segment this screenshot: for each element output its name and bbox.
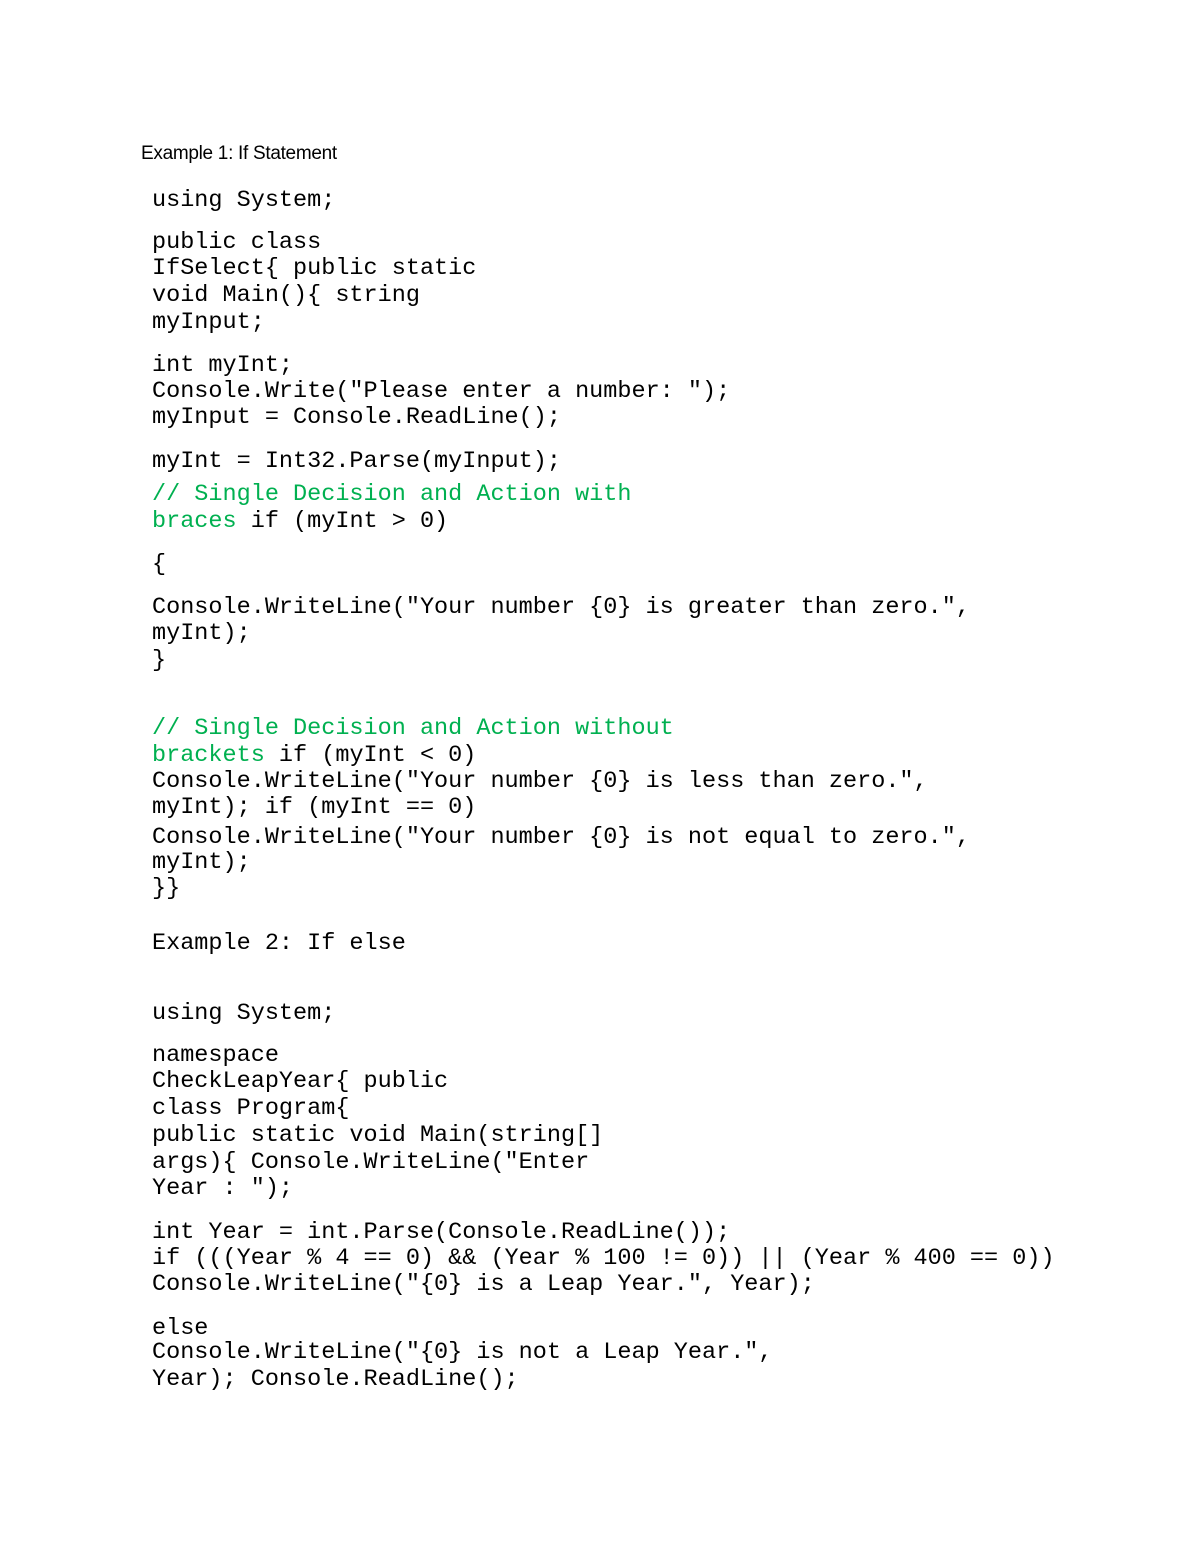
code-line: Console.Write("Please enter a number: "); — [152, 378, 731, 405]
code-line: class Program{ — [152, 1095, 350, 1122]
code-comment-fragment: braces — [152, 508, 237, 535]
code-line: public class — [152, 229, 322, 256]
code-line: { — [152, 551, 167, 578]
code-line: CheckLeapYear{ public — [152, 1068, 449, 1095]
code-fragment: if (myInt > 0) — [236, 508, 449, 535]
code-line: using System; — [152, 1000, 336, 1027]
code-line: args){ Console.WriteLine("Enter — [152, 1149, 590, 1176]
code-line: int Year = int.Parse(Console.ReadLine()); — [152, 1219, 731, 1246]
code-comment-line: // Single Decision and Action with — [152, 481, 632, 508]
code-line: using System; — [152, 187, 336, 214]
code-line: void Main(){ string — [152, 282, 420, 309]
code-line: myInt = Int32.Parse(myInput); — [152, 448, 561, 475]
code-line: Console.WriteLine("Your number {0} is less than zero.", — [152, 768, 928, 795]
code-line: Console.WriteLine("Your number {0} is greater than zero.", — [152, 594, 970, 621]
code-line: namespace — [152, 1042, 279, 1069]
code-comment-fragment: brackets — [152, 742, 265, 769]
code-line: } — [152, 647, 167, 674]
code-line: }} — [152, 875, 181, 902]
code-fragment: if (myInt < 0) — [264, 742, 477, 769]
code-line: int myInt; — [152, 352, 294, 379]
code-line: myInt); — [152, 849, 251, 876]
code-line: myInput; — [152, 309, 265, 336]
code-line-mixed — [152, 508, 448, 536]
code-line: Console.WriteLine("{0} is not a Leap Year.", — [152, 1339, 773, 1366]
code-line: if (((Year % 4 == 0) && (Year % 100 != 0)) || (Year % 400 == 0)) — [152, 1245, 1055, 1272]
code-line: myInt); if (myInt == 0) — [152, 794, 477, 821]
code-line: IfSelect{ public static — [152, 255, 477, 282]
code-line: myInput = Console.ReadLine(); — [152, 404, 561, 431]
code-line: else — [152, 1315, 209, 1342]
example-1-heading: Example 1: If Statement — [141, 143, 337, 164]
code-line: Year); Console.ReadLine(); — [152, 1366, 519, 1393]
code-line: Console.WriteLine("{0} is a Leap Year.", Year); — [152, 1271, 815, 1298]
code-comment-line: // Single Decision and Action without — [152, 715, 674, 742]
example-2-heading: Example 2: If else — [152, 930, 406, 957]
code-line: public static void Main(string[] — [152, 1122, 604, 1149]
code-line: Console.WriteLine("Your number {0} is not equal to zero.", — [152, 824, 970, 851]
code-line: Year : "); — [152, 1175, 294, 1202]
code-line-mixed — [152, 742, 476, 770]
code-line: myInt); — [152, 620, 251, 647]
